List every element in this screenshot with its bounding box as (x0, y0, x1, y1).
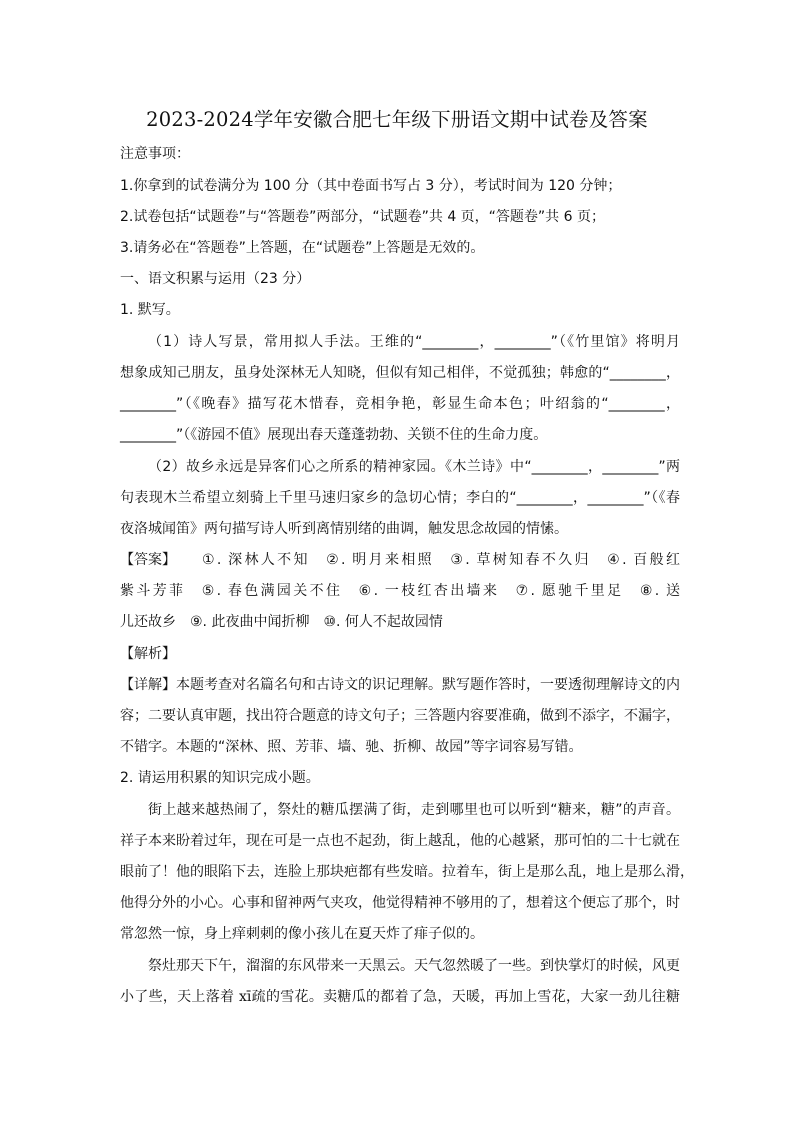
answer-line: 紫斗芳菲 ⑤. 春色满园关不住 ⑥. 一枝红杏出墙来 ⑦. 愿驰千里足 ⑧. 送 (120, 583, 680, 599)
page-title: 2023-2024学年安徽合肥七年级下册语文期中试卷及答案 (146, 108, 648, 131)
q1-part1-line: （1）诗人写景，常用拟人手法。王维的“________，________”（《竹里馆》将明月 (148, 334, 680, 350)
analysis-label: 【解析】 (120, 646, 176, 662)
q1-part1-line: ________”（《晚春》描写花木惜春，竞相争艳，彰显生命本色；叶绍翁的“________， (120, 396, 680, 412)
detail-line: 本题考查对名篇名句和古诗文的识记理解。默写题作答时，一要透彻理解诗文的内 (176, 677, 680, 693)
q1-part2-line: 夜洛城闻笛》两句描写诗人听到离情别绪的曲调，触发思念故园的情愫。 (120, 521, 568, 537)
answer-line: 儿还故乡 ⑨. 此夜曲中闻折柳 ⑩. 何人不起故园情 (120, 614, 443, 630)
q2-passage-line: 小了些，天上落着 xī疏的雪花。卖糖瓜的都着了急，天暖，再加上雪花，大家一劲儿往糖 (120, 989, 680, 1005)
q2-passage-line: 常忽然一惊，身上痒刺刺的像小孩儿在夏天炸了痱子似的。 (120, 926, 484, 942)
detail-label: 【详解】 (120, 677, 176, 693)
q2-passage-line: 眼前了！他的眼陷下去，连脸上那块疤都有些发暗。拉着车，街上是那么乱，地上是那么滑， (120, 864, 694, 880)
answer-label: 【答案】 (120, 552, 176, 568)
q1-part1-line: 想象成知己朋友，虽身处深林无人知晓，但似有知己相伴，不觉孤独；韩愈的“________， (120, 365, 680, 381)
question-1-heading: 1. 默写。 (120, 302, 180, 318)
q2-passage-line: 祭灶那天下午，溜溜的东风带来一天黑云。天气忽然暖了一些。到快掌灯的时候，风更 (148, 958, 680, 974)
q2-passage-line: 他得分外的小心。心事和留神两气夹攻，他觉得精神不够用的了，想着这个便忘了那个，时 (120, 895, 680, 911)
q2-passage-line: 街上越来越热闹了，祭灶的糖瓜摆满了街，走到哪里也可以听到“糖来，糖”的声音。 (148, 802, 680, 818)
notice-item: 2.试卷包括“试题卷”与“答题卷”两部分，“试题卷”共 4 页，“答题卷”共 6 页； (120, 209, 605, 225)
section-heading: 一、语文积累与运用（23 分） (120, 271, 311, 287)
detail-line: 不错字。本题的“深林、照、芳菲、墙、驰、折柳、故园”等字词容易写错。 (120, 739, 583, 755)
notice-item: 1.你拿到的试卷满分为 100 分（其中卷面书写占 3 分），考试时间为 120 分钟； (120, 178, 622, 194)
notice-heading: 注意事项： (120, 146, 190, 162)
q1-part2-line: （2）故乡永远是异客们心之所系的精神家园。《木兰诗》中“________，________”两 (148, 459, 680, 475)
detail-line: 容；二要认真审题，找出符合题意的诗文句子；三答题内容要准确，做到不添字，不漏字， (120, 708, 680, 724)
notice-item: 3.请务必在“答题卷”上答题，在“试题卷”上答题是无效的。 (120, 240, 485, 256)
question-2-heading: 2. 请运用积累的知识完成小题。 (120, 770, 320, 786)
q1-part1-line: ________”（《游园不值》展现出春天蓬蓬勃勃、关锁不住的生命力度。 (120, 427, 548, 443)
answer-line: ①. 深林人不知 ②. 明月来相照 ③. 草树知春不久归 ④. 百般红 (202, 552, 680, 568)
q2-passage-line: 祥子本来盼着过年，现在可是一点也不起劲，街上越乱，他的心越紧，那可怕的二十七就在 (120, 833, 680, 849)
q1-part2-line: 句表现木兰希望立刻骑上千里马速归家乡的急切心情；李白的“________，________”（《春 (120, 490, 680, 506)
